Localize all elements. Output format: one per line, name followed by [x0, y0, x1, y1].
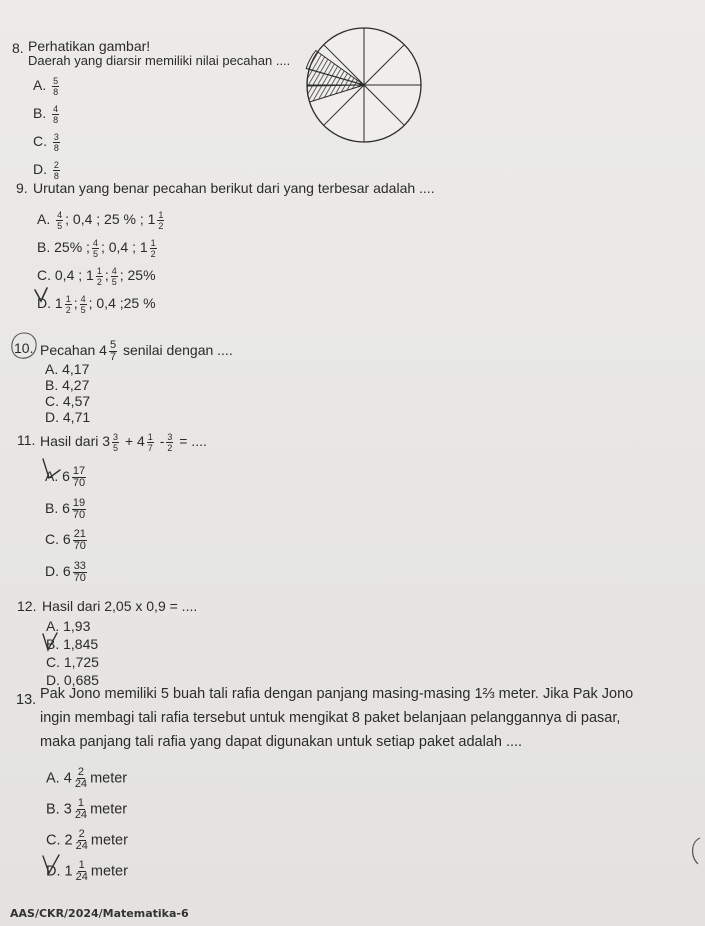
unit-label: meter: [90, 832, 128, 849]
q13-number: 13.: [16, 692, 37, 708]
q8-line1: Perhatikan gambar!: [28, 38, 151, 54]
fraction: $\frac{2}{24}$: [74, 766, 88, 790]
pen-stroke-mark-icon: [686, 836, 702, 866]
question-text: -: [159, 433, 165, 450]
q8-number: 8.: [12, 40, 24, 56]
fraction: $\frac{21}{70}$: [73, 528, 86, 552]
option-whole: 6: [62, 500, 70, 517]
fraction: $\frac{2}{24}$: [75, 828, 88, 852]
option-label: A.: [37, 211, 51, 228]
option-value: 1,725: [63, 654, 99, 670]
q11-number: 11.: [17, 432, 36, 448]
option-label: B.: [33, 105, 47, 122]
option-text: 25% ;: [54, 239, 90, 256]
q11-option-d[interactable]: [45, 561, 89, 584]
option-label: B.: [37, 239, 51, 256]
q10-option-d[interactable]: [45, 409, 90, 425]
q10-option-b[interactable]: [45, 377, 89, 393]
question-text: senilai dengan ....: [122, 342, 233, 359]
q11-text: [40, 432, 207, 453]
q13-line1: Pak Jono memiliki 5 buah tali rafia dengan panjang masing-masing 1⅔ meter. Jika Pak Jono: [40, 686, 634, 702]
fraction: $\frac{2}{8}$: [53, 160, 59, 181]
q12-text: Hasil dari 2,05 x 0,9 = ....: [42, 598, 198, 614]
q8-option-d[interactable]: [33, 160, 62, 181]
q12-option-c[interactable]: [46, 654, 99, 670]
q13-line3: maka panjang tali rafia yang dapat digunakan untuk setiap paket adalah ....: [40, 734, 523, 750]
option-whole: 6: [62, 563, 71, 580]
option-text: 1: [54, 295, 63, 312]
q9-option-a[interactable]: [37, 210, 166, 231]
q10-option-c[interactable]: [45, 393, 90, 409]
q13-line2: ingin membagi tali rafia tersebut untuk mengikat 8 paket belanjaan pelanggannya di pasar,: [40, 710, 621, 726]
q8-option-b[interactable]: [33, 104, 61, 125]
option-label: B.: [45, 500, 59, 517]
option-label: D.: [33, 161, 47, 178]
fraction: $\frac{33}{70}$: [73, 560, 86, 584]
fraction: $\frac{4}{5}$: [57, 210, 63, 231]
option-value: 4,27: [62, 377, 90, 393]
option-label: C.: [33, 133, 47, 150]
option-text: ; 0,4 ; 1: [100, 239, 148, 256]
option-label: A.: [46, 770, 60, 787]
fraction: $\frac{4}{8}$: [53, 104, 59, 125]
handwritten-check-mark-icon: [40, 456, 62, 485]
q10-option-a[interactable]: [45, 361, 89, 377]
fraction: $\frac{4}{5}$: [80, 294, 86, 315]
q10-text: [40, 340, 233, 363]
option-text: ;: [104, 267, 109, 284]
q11-option-b[interactable]: [45, 498, 88, 521]
option-label: D.: [46, 672, 60, 688]
option-label: A.: [45, 361, 59, 377]
fraction-circle-figure: [305, 26, 423, 144]
option-text: 0,4 ; 1: [54, 267, 94, 284]
option-label: C.: [45, 393, 59, 409]
option-value: 4,57: [62, 393, 91, 409]
option-text: ; 0,4 ;25 %: [88, 295, 156, 312]
fraction: $\frac{1}{2}$: [150, 238, 156, 259]
question-text: Pecahan 4: [40, 342, 107, 359]
option-label: A.: [33, 77, 47, 94]
option-label: D.: [46, 863, 61, 880]
question-text: = ....: [179, 433, 207, 450]
q9-option-c[interactable]: [37, 266, 156, 287]
option-label: C.: [37, 267, 51, 284]
option-text: ; 25%: [119, 267, 156, 284]
fraction: $\frac{19}{70}$: [72, 497, 86, 521]
q13-option-a[interactable]: [46, 767, 127, 790]
option-label: C.: [46, 654, 60, 670]
q9-text: Urutan yang benar pecahan berikut dari yang terbesar adalah ....: [33, 180, 435, 196]
option-whole: 6: [62, 468, 70, 485]
option-label: C.: [46, 832, 61, 849]
q13-option-c[interactable]: [46, 829, 128, 852]
option-text: ; 0,4 ; 25 % ; 1: [65, 211, 156, 228]
q9-number: 9.: [16, 180, 28, 196]
sector-dividers: [307, 28, 421, 142]
option-label: B.: [46, 636, 60, 652]
q9-option-b[interactable]: [37, 238, 159, 259]
unit-label: meter: [90, 770, 128, 787]
fraction: $\frac{4}{5}$: [92, 238, 98, 259]
option-value: 1,845: [63, 636, 99, 652]
option-label: D.: [37, 295, 51, 312]
option-whole: 2: [64, 832, 73, 849]
option-value: 0,685: [63, 672, 99, 688]
option-label: D.: [45, 563, 59, 580]
handwritten-check-mark-icon: [33, 286, 49, 304]
q8-line2: Daerah yang diarsir memiliki nilai pecahan ....: [28, 53, 291, 68]
q8-option-a[interactable]: [33, 76, 61, 97]
fraction: $\frac{4}{5}$: [111, 266, 117, 287]
q10-number: 10.: [14, 340, 34, 356]
option-text: ;: [73, 295, 78, 312]
q12-number: 12.: [17, 598, 37, 614]
unit-label: meter: [90, 863, 128, 880]
option-label: A.: [45, 468, 59, 485]
question-text: Hasil dari 3: [40, 433, 111, 450]
page-footer: AAS/CKR/2024/Matematika-6: [10, 907, 189, 920]
fraction: $\frac{1}{2}$: [96, 266, 102, 287]
fraction: $\frac{5}{7}$: [109, 339, 117, 363]
option-label: D.: [45, 409, 59, 425]
handwritten-check-mark-icon: [40, 630, 60, 654]
option-value: 4,71: [62, 409, 91, 425]
option-whole: 6: [62, 531, 71, 548]
q11-option-c[interactable]: [45, 529, 89, 552]
q9-option-d[interactable]: [37, 294, 156, 315]
fraction: $\frac{1}{2}$: [158, 210, 164, 231]
fraction: $\frac{1}{24}$: [74, 797, 88, 821]
option-whole: 3: [63, 801, 72, 818]
q13-option-b[interactable]: [46, 798, 127, 821]
fraction: $\frac{5}{8}$: [53, 76, 59, 97]
fraction: $\frac{3}{8}$: [53, 132, 59, 153]
option-label: C.: [45, 531, 59, 548]
option-value: 1,93: [63, 618, 91, 634]
q8-option-c[interactable]: [33, 132, 62, 153]
handwritten-check-mark-icon: [40, 852, 62, 878]
fraction: $\frac{1}{7}$: [147, 432, 153, 453]
option-label: A.: [46, 618, 60, 634]
option-label: B.: [46, 801, 60, 818]
option-label: B.: [45, 377, 59, 393]
option-whole: 1: [64, 863, 73, 880]
fraction: $\frac{1}{24}$: [75, 859, 88, 883]
unit-label: meter: [90, 801, 128, 818]
fraction: $\frac{3}{2}$: [167, 432, 173, 453]
fraction: $\frac{3}{5}$: [113, 432, 119, 453]
question-text: + 4: [124, 433, 145, 450]
fraction: $\frac{1}{2}$: [65, 294, 71, 315]
option-whole: 4: [63, 770, 72, 787]
option-value: 4,17: [62, 361, 90, 377]
fraction: $\frac{17}{70}$: [72, 465, 86, 489]
